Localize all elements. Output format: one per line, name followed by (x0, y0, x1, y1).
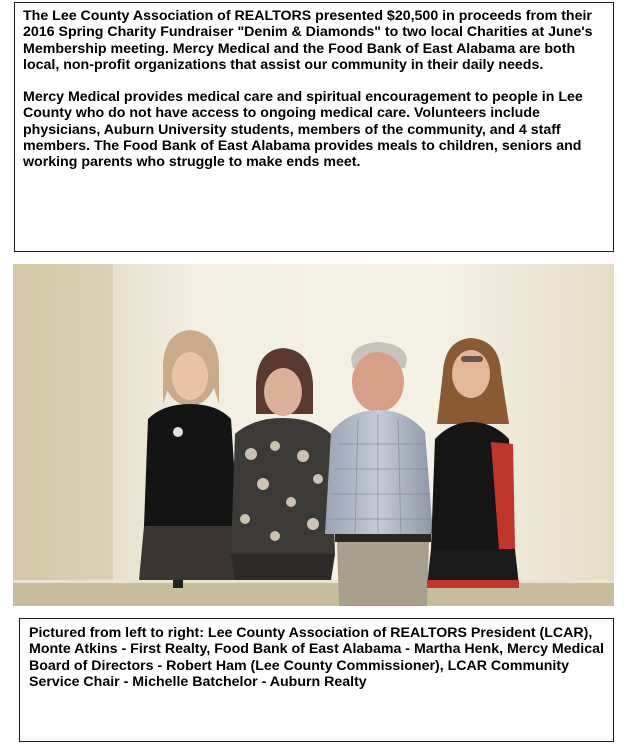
caption-box (19, 618, 614, 742)
article-text-box (14, 2, 614, 252)
group-photo (13, 264, 614, 606)
group-photo-illustration (13, 264, 614, 606)
intro-paragraph: The Lee County Association of REALTORS presented $20,500 in proceeds from their 2016 Spring Charity Fundraiser "Denim & Diamonds" to two local Charities at June's Membership meeting. Mercy Medical and the Food Bank of East Alabama are both local, non-profit organizations that assist our community in their daily needs. (23, 8, 593, 73)
photo-caption: Pictured from left to right: Lee County Association of REALTORS President (LCAR), Monte Atkins - First Realty, Food Bank of East Alabama - Martha Henk, Mercy Medical Board of Directors - Robert Ham (Lee County Commissioner), LCAR Community Service Chair - Michelle Batchelor - Auburn Realty (29, 625, 604, 690)
detail-paragraph: Mercy Medical provides medical care and spiritual encouragement to people in Lee County who do not have access to ongoing medical care. Volunteers include physicians, Auburn University students, members of the community, and 4 staff members. The Food Bank of East Alabama provides meals to children, seniors and working parents who struggle to make ends meet. (23, 89, 583, 171)
